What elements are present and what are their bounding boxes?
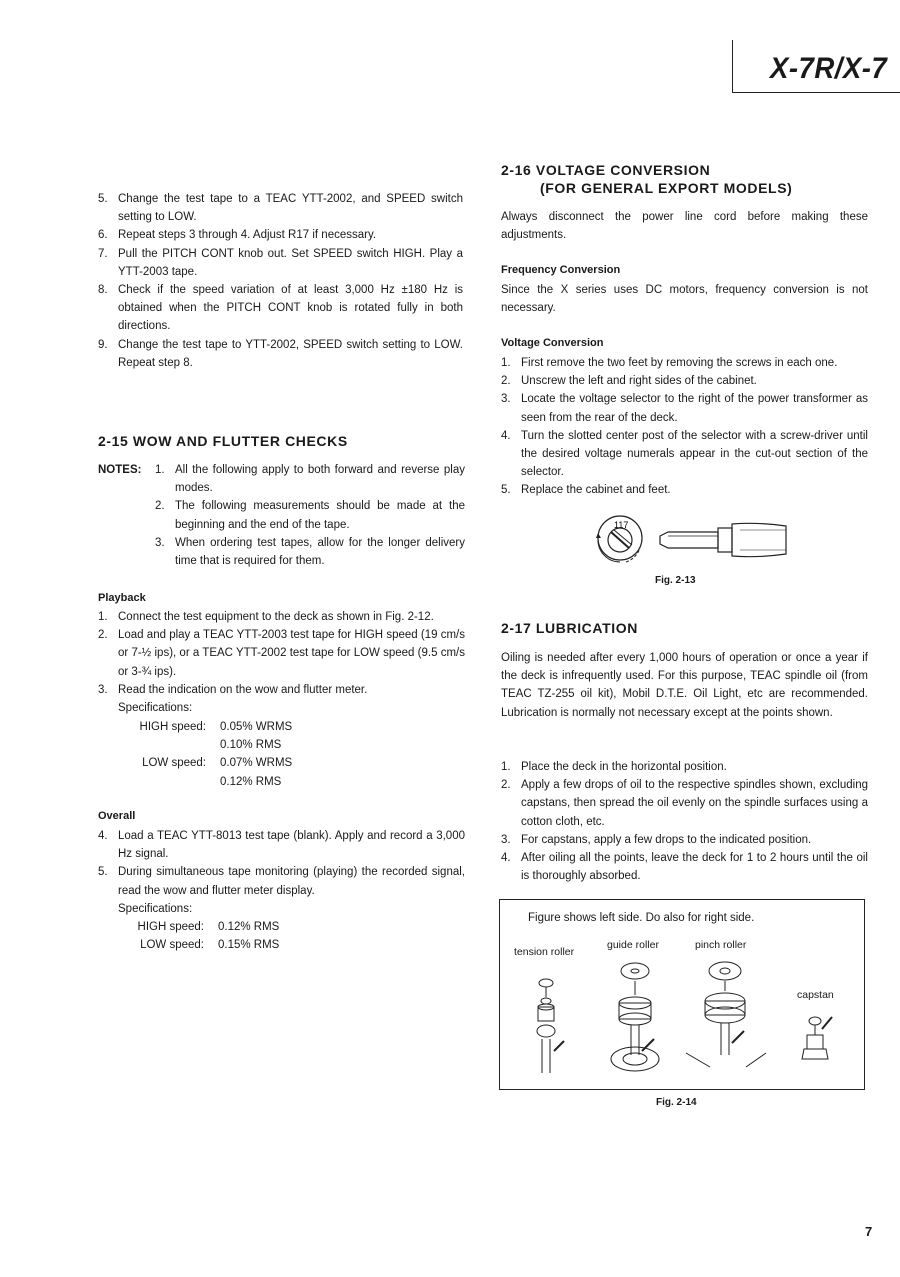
voltage-step xyxy=(501,390,868,426)
fig-2-13-caption: Fig. 2-13 xyxy=(655,575,696,586)
playback-step-number: 3. xyxy=(98,683,108,696)
model-title: X-7R/X-7 xyxy=(770,52,888,85)
playback-step-text: Connect the test equipment to the deck as shown in Fig. 2-12. xyxy=(118,611,434,623)
lubrication-step xyxy=(501,758,868,776)
overall-step-number: 4. xyxy=(98,830,108,842)
voltage-step-text: Turn the slotted center post of the selector with a screw-driver until the desired voltage numerals appear in the cut-out section of the selector. xyxy=(521,429,868,479)
voltage-step-text: Replace the cabinet and feet. xyxy=(521,484,671,497)
section-2-17-title: 2-17 LUBRICATION xyxy=(501,620,638,636)
page-number: 7 xyxy=(865,1224,873,1239)
pitch-step xyxy=(98,336,463,372)
playback-spec-row xyxy=(118,718,298,736)
pitch-step-number: 7. xyxy=(98,247,108,260)
playback-step-number: 2. xyxy=(98,629,108,642)
figure-note: Figure shows left side. Do also for right side. xyxy=(528,912,755,924)
label-tension-roller: tension roller xyxy=(514,946,575,958)
note-item xyxy=(155,534,465,570)
playback-spec-row-value: 0.05% WRMS xyxy=(220,721,293,733)
playback-step-number: 1. xyxy=(98,611,108,623)
note-item xyxy=(155,497,465,533)
lubrication-step-number: 3. xyxy=(501,833,511,846)
voltage-step-number: 4. xyxy=(501,429,511,442)
playback-step-text: Load and play a TEAC YTT-2003 test tape for HIGH speed (19 cm/s or 7-½ ips), or a TEAC YTT-2002 test tape for LOW speed (9.5 cm/s or 3-¾ ips). xyxy=(118,629,465,678)
overall-title: Overall xyxy=(98,810,136,822)
note-item-number: 3. xyxy=(155,536,165,549)
voltage-step xyxy=(501,427,868,482)
voltage-steps-list xyxy=(501,354,868,500)
playback-step xyxy=(98,681,465,699)
pitch-step-text: Change the test tape to a TEAC YTT-2002, and SPEED switch setting to LOW. xyxy=(118,193,463,224)
pitch-step-text: Check if the speed variation of at least 3,000 Hz ±180 Hz is obtained when the PITCH CONT knob is rotated fully in both directions. xyxy=(118,284,463,333)
playback-spec-row xyxy=(118,754,298,772)
playback-step xyxy=(98,608,465,626)
section-2-15-title: 2-15 WOW AND FLUTTER CHECKS xyxy=(98,433,348,449)
voltage-step-number: 1. xyxy=(501,357,511,369)
fig-2-14-caption: Fig. 2-14 xyxy=(656,1097,697,1108)
playback-spec-row xyxy=(118,773,298,791)
label-capstan: capstan xyxy=(797,989,834,1001)
playback-spec-row-value: 0.07% WRMS xyxy=(220,757,293,770)
frequency-conversion-title: Frequency Conversion xyxy=(501,264,621,276)
label-guide-roller: guide roller xyxy=(607,939,659,951)
voltage-intro: Always disconnect the power line cord before making these adjustments. xyxy=(501,211,868,242)
voltage-step xyxy=(501,372,868,390)
overall-step xyxy=(98,863,465,899)
overall-spec-label: Specifications: xyxy=(118,903,193,915)
lubrication-step-text: Apply a few drops of oil to the respective spindles shown, excluding capstans, then spread the oil evenly on the spindle surfaces using a cotton cloth, etc. xyxy=(521,779,868,828)
pitch-step-number: 5. xyxy=(98,193,108,205)
tension-roller-drawing xyxy=(537,979,564,1073)
lubrication-step xyxy=(501,776,868,831)
playback-step xyxy=(98,626,465,681)
lubrication-step-number: 1. xyxy=(501,761,511,773)
playback-spec-row-key: HIGH speed: xyxy=(139,721,206,733)
overall-spec-row-value: 0.12% RMS xyxy=(218,921,280,933)
label-pinch-roller: pinch roller xyxy=(695,939,747,951)
voltage-conversion-title: Voltage Conversion xyxy=(501,337,604,349)
note-item xyxy=(155,461,465,497)
screwdriver-handle xyxy=(732,523,786,556)
guide-roller-drawing xyxy=(611,963,659,1071)
lubrication-step-text: Place the deck in the horizontal position. xyxy=(521,761,727,773)
overall-step xyxy=(98,827,465,863)
overall-step-text: During simultaneous tape monitoring (playing) the recorded signal, read the wow and flutter meter display. xyxy=(118,866,465,897)
playback-title: Playback xyxy=(98,592,146,604)
lubrication-step xyxy=(501,831,868,849)
pitch-step-number: 9. xyxy=(98,338,108,351)
overall-steps-list xyxy=(98,827,465,900)
playback-steps-list xyxy=(98,608,465,699)
overall-step-number: 5. xyxy=(98,866,108,879)
voltage-step xyxy=(501,354,868,372)
selector-voltage-label: 117 xyxy=(614,520,629,530)
lubrication-step xyxy=(501,849,868,885)
pitch-step-number: 6. xyxy=(98,229,108,242)
overall-step-text: Load a TEAC YTT-8013 test tape (blank). Apply and record a 3,000 Hz signal. xyxy=(118,830,465,861)
header-rule-vertical xyxy=(732,40,733,92)
pitch-step xyxy=(98,245,463,281)
overall-spec-row xyxy=(118,918,288,936)
playback-specs-table xyxy=(118,718,298,791)
pitch-step xyxy=(98,190,463,226)
note-item-number: 1. xyxy=(155,464,165,476)
playback-spec-row-key: LOW speed: xyxy=(142,757,206,770)
overall-spec-row-key: LOW speed: xyxy=(140,939,204,952)
pitch-step-number: 8. xyxy=(98,284,108,297)
lubrication-intro: Oiling is needed after every 1,000 hours of operation or once a year if the deck is infrequently used. For this purpose, TEAC spindle oil (from TEAC TZ-255 oil kit), Mobil D.T.E. Oil Light, etc are recommended. Lubrication is normally not necessary except at the points shown. xyxy=(501,652,868,719)
pitch-steps-list xyxy=(98,190,463,372)
overall-spec-row-value: 0.15% RMS xyxy=(218,939,280,952)
pitch-step-text: Repeat steps 3 through 4. Adjust R17 if necessary. xyxy=(118,229,377,242)
voltage-step xyxy=(501,481,868,499)
screwdriver-ferrule xyxy=(718,528,732,552)
capstan-drawing xyxy=(802,1017,832,1059)
voltage-step-text: Locate the voltage selector to the right of the power transformer as seen from the rear of the deck. xyxy=(521,393,868,424)
playback-spec-label: Specifications: xyxy=(118,702,193,714)
lubrication-steps-list xyxy=(501,758,868,885)
voltage-step-text: First remove the two feet by removing the screws in each one. xyxy=(521,357,838,369)
pitch-step xyxy=(98,281,463,336)
frequency-conversion-text: Since the X series uses DC motors, frequency conversion is not necessary. xyxy=(501,284,868,315)
playback-spec-row-value: 0.12% RMS xyxy=(220,775,282,788)
note-item-number: 2. xyxy=(155,500,165,513)
note-item-text: When ordering test tapes, allow for the longer delivery time that is required for them. xyxy=(175,536,465,568)
overall-specs-table xyxy=(118,918,288,954)
playback-spec-row-value: 0.10% RMS xyxy=(220,739,282,752)
pitch-step-text: Pull the PITCH CONT knob out. Set SPEED switch HIGH. Play a YTT-2003 tape. xyxy=(118,247,463,278)
playback-spec-row xyxy=(118,736,298,754)
lubrication-step-number: 2. xyxy=(501,779,511,792)
header-rule-horizontal xyxy=(732,92,900,93)
overall-spec-row xyxy=(118,936,288,954)
notes-label: NOTES: xyxy=(98,464,142,476)
voltage-selector-figure xyxy=(590,510,790,572)
overall-spec-row-key: HIGH speed: xyxy=(137,921,204,933)
note-item-text: The following measurements should be made at the beginning and the end of the tape. xyxy=(175,500,465,531)
lubrication-step-number: 4. xyxy=(501,852,511,865)
lubrication-step-text: For capstans, apply a few drops to the indicated position. xyxy=(521,833,812,846)
lubrication-figure xyxy=(510,955,855,1085)
notes-list xyxy=(155,461,465,570)
voltage-step-number: 3. xyxy=(501,393,511,406)
pitch-step xyxy=(98,226,463,244)
note-item-text: All the following apply to both forward and reverse play modes. xyxy=(175,464,465,495)
voltage-step-text: Unscrew the left and right sides of the cabinet. xyxy=(521,375,757,388)
section-2-16-subtitle: (FOR GENERAL EXPORT MODELS) xyxy=(540,180,793,196)
voltage-step-number: 5. xyxy=(501,484,511,497)
lubrication-step-text: After oiling all the points, leave the deck for 1 to 2 hours until the oil is thoroughly absorbed. xyxy=(521,852,868,883)
screwdriver-blade xyxy=(660,532,718,548)
section-2-16-title: 2-16 VOLTAGE CONVERSION xyxy=(501,162,711,178)
pitch-step-text: Change the test tape to YTT-2002, SPEED switch setting to LOW. Repeat step 8. xyxy=(118,338,463,369)
playback-step-text: Read the indication on the wow and flutter meter. xyxy=(118,683,368,696)
pinch-roller-drawing xyxy=(686,962,766,1067)
voltage-step-number: 2. xyxy=(501,375,511,388)
